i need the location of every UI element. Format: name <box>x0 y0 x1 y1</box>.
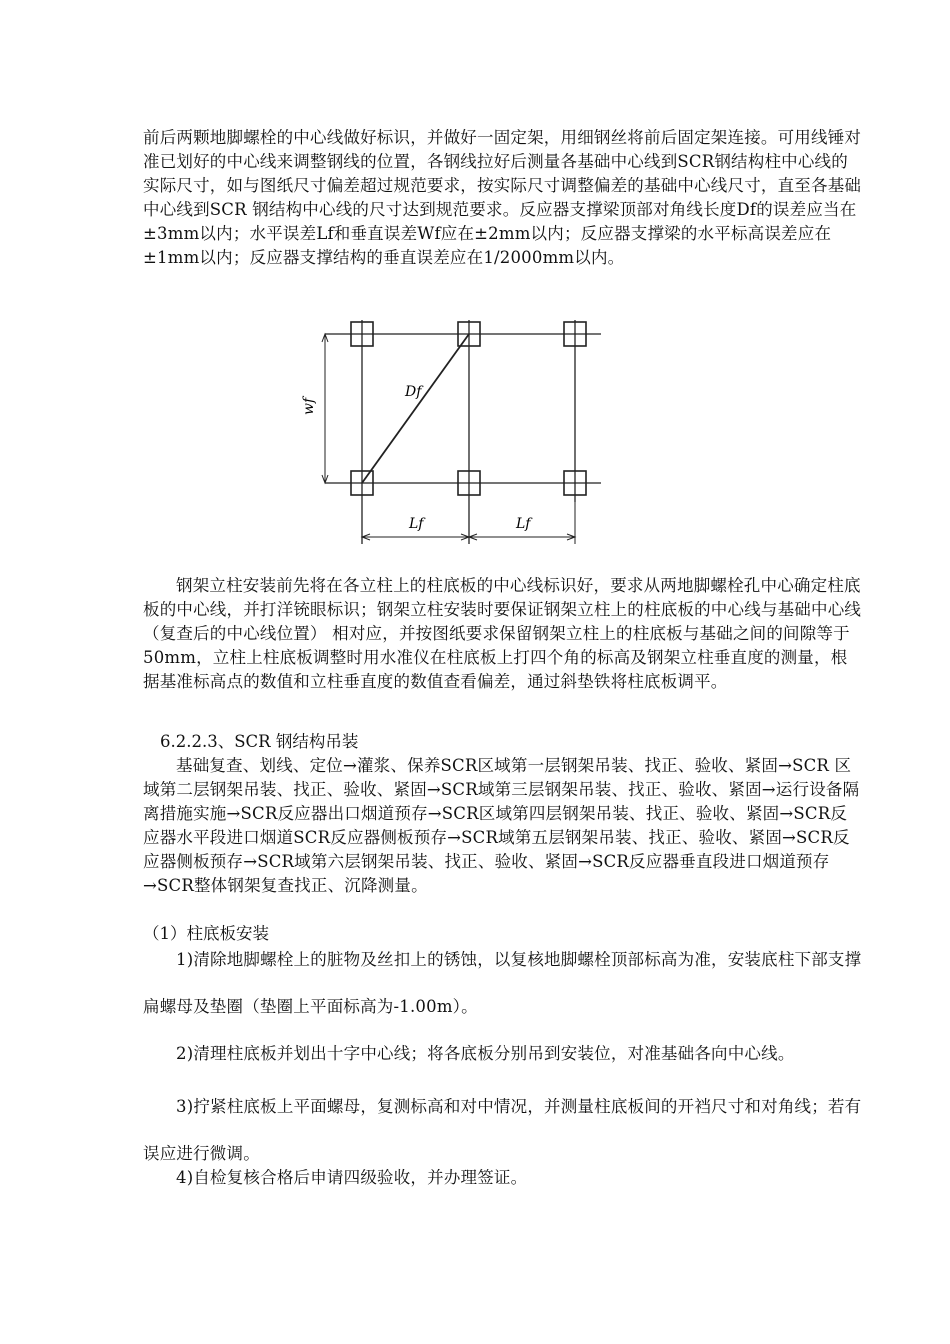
label-wf: wf <box>301 397 317 415</box>
label-lf-left: Lf <box>409 516 424 532</box>
paragraph-hoisting-sequence: 基础复查、划线、定位→灌浆、保养SCR区域第一层钢架吊装、找正、验收、紧固→SCR 区域第二层钢架吊装、找正、验收、紧固→SCR域第三层钢架吊装、找正、验收、紧固→运行设备隔离措施实施→SCR反应器出口烟道预存→SCR区域第四层钢架吊装、找正、验收、紧固→SCR反应器水平段进口烟道SCR反应器侧板预存→SCR域第五层钢架吊装、找正、验收、紧固→SCR反应器侧板预存→SCR域第六层钢架吊装、找正、验收、紧固→SCR反应器垂直段进口烟道预存→SCR整体钢架复查找正、沉降测量。 <box>143 756 860 895</box>
support-beam-diagram <box>143 312 613 552</box>
paragraph-foundation-centerline: 前后两颗地脚螺栓的中心线做好标识，并做好一固定架，用细钢丝将前后固定架连接。可用线锤对准已划好的中心线来调整钢线的位置，各钢线拉好后测量各基础中心线到SCR钢结构柱中心线的实际尺寸，如与图纸尺寸偏差超过规范要求，按实际尺寸调整偏差的基础中心线尺寸，直至各基础中心线到SCR 钢结构中心线的尺寸达到规范要求。反应器支撑梁顶部对角线长度Df的误差应当在±3mm以内；水平误差Lf和垂直误差Wf应在±2mm以内；反应器支撑梁的水平标高误差应在±1mm以内；反应器支撑结构的垂直误差应在1/2000mm以内。 <box>143 128 862 267</box>
paragraph-column-installation: 钢架立柱安装前先将在各立柱上的柱底板的中心线标识好，要求从两地脚螺栓孔中心确定柱底板的中心线，并打洋铳眼标识；钢架立柱安装时要保证钢架立柱上的柱底板的中心线与基础中心线（复查后的中心线位置） 相对应，并按图纸要求保留钢架立柱上的柱底板与基础之间的间隙等于50mm，立柱上柱底板调整时用水准仪在柱底板上打四个角的标高及钢架立柱垂直度的测量，根据基准标高点的数值和立柱垂直度的数值查看偏差，通过斜垫铁将柱底板调平。 <box>143 576 862 691</box>
section-heading: 6.2.2.3、SCR 钢结构吊装 <box>160 732 359 751</box>
step-3: 3)拧紧柱底板上平面螺母，复测标高和对中情况，并测量柱底板间的开裆尺寸和对角线；若有误应进行微调。 <box>143 1097 862 1163</box>
label-lf-right: Lf <box>516 516 531 532</box>
subheading-base-plate: （1）柱底板安装 <box>143 924 269 943</box>
step-2: 2)清理柱底板并划出十字中心线；将各底板分别吊到安装位，对准基础各向中心线。 <box>176 1044 795 1063</box>
step-1: 1)清除地脚螺栓上的脏物及丝扣上的锈蚀，以复核地脚螺栓顶部标高为准，安装底柱下部支撑扁螺母及垫圈（垫圈上平面标高为-1.00m）。 <box>143 950 862 1016</box>
diagonal-df-line <box>362 334 469 483</box>
label-df: Df <box>405 384 422 400</box>
step-4: 4)自检复核合格后申请四级验收，并办理签证。 <box>176 1168 528 1187</box>
